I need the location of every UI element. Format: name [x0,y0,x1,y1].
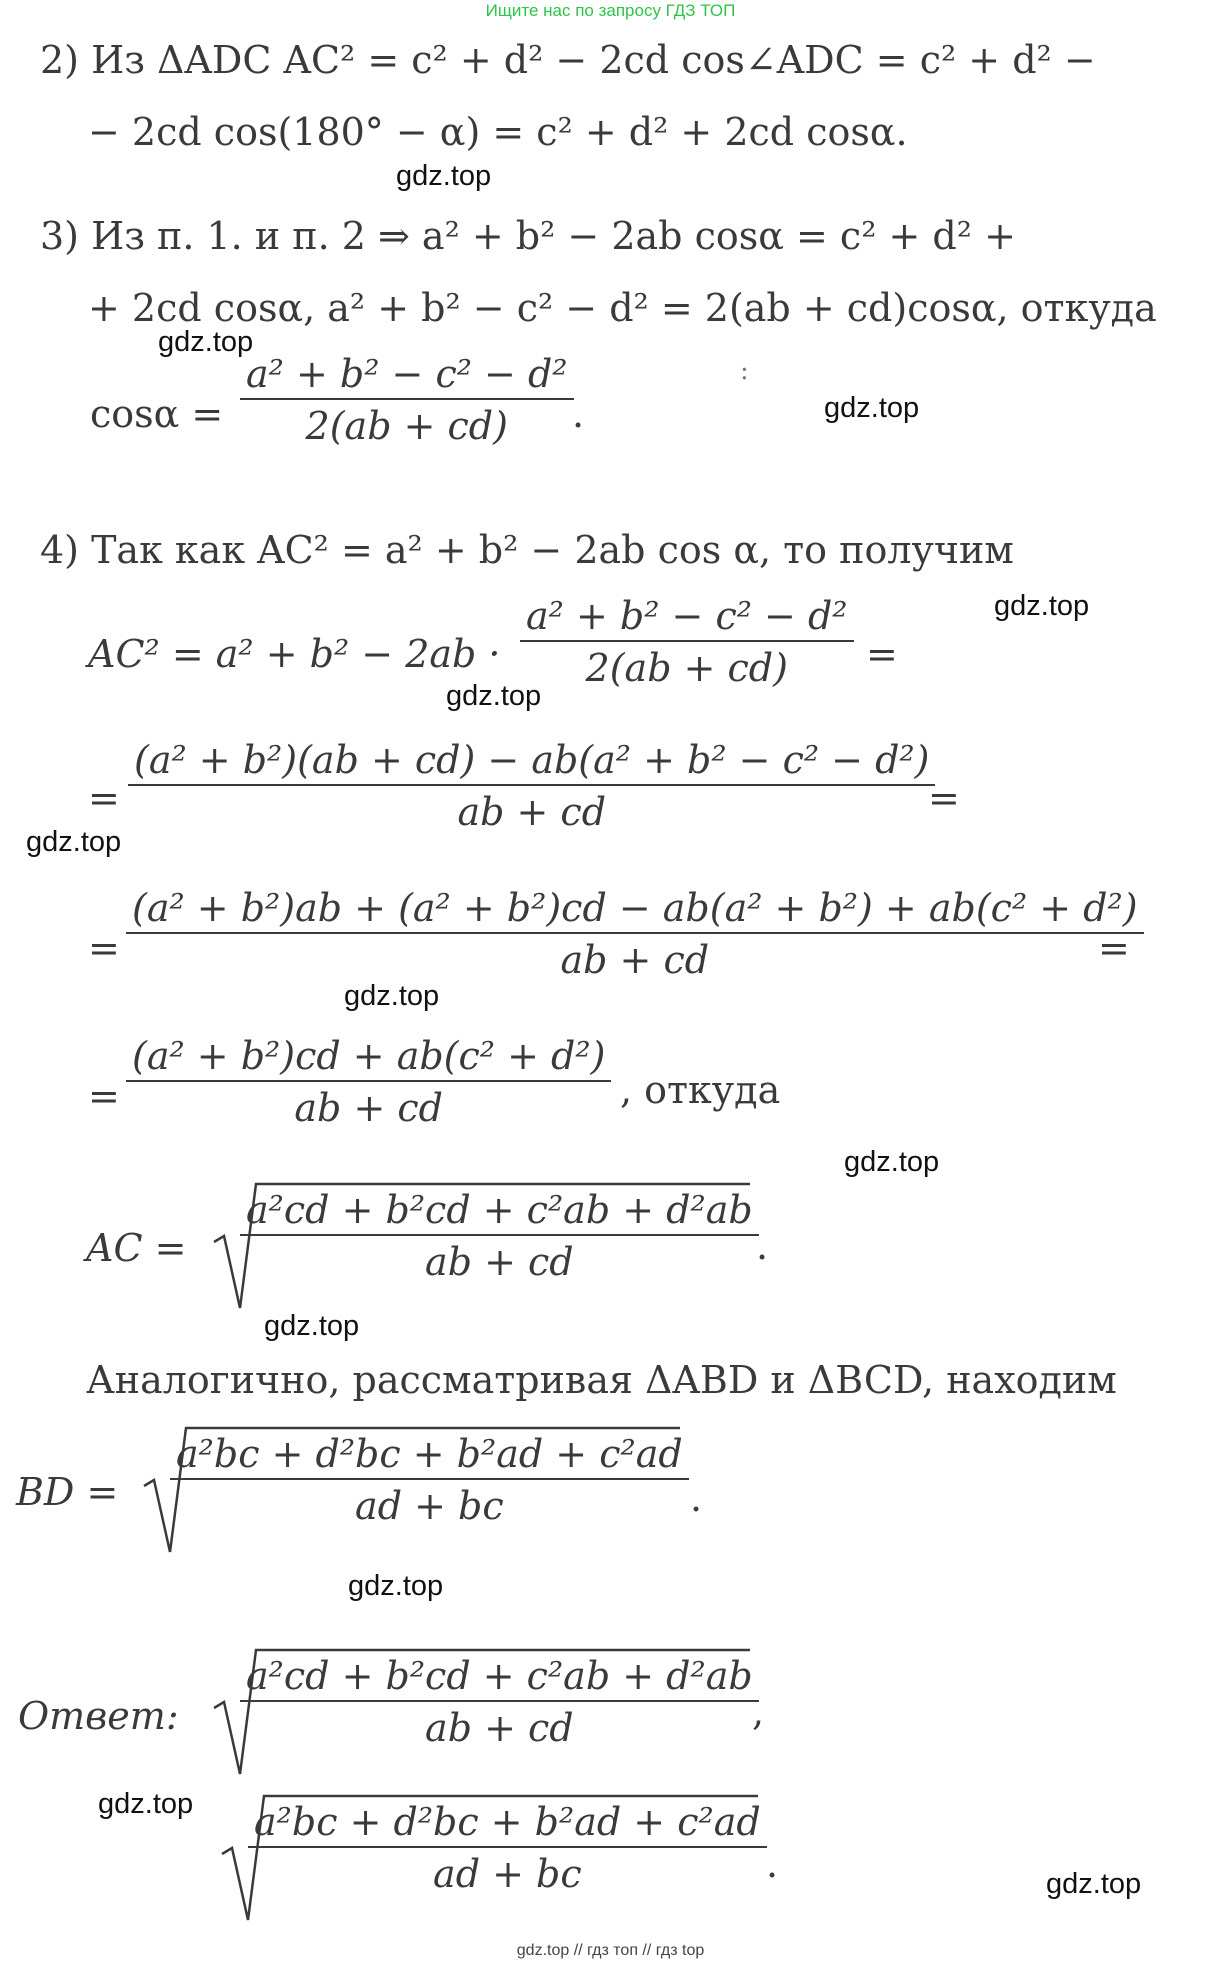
step3-line2: + 2cd cosα, a² + b² − c² − d² = 2(ab + cd)cosα, откуда [88,286,1157,330]
ac-fraction [240,1188,759,1284]
watermark: gdz.top [26,826,122,858]
answer-ac-sqrt [210,1646,760,1786]
answer-ac-fraction [240,1654,759,1750]
f4-fraction [126,1034,611,1130]
eq-2: = [88,776,120,820]
top-banner[interactable]: Ищите нас по запросу ГДЗ ТОП [485,1,736,20]
ac-lhs: AC = [86,1226,187,1270]
bd-sqrt [140,1424,703,1564]
answer-bd-denominator: ad + bc [248,1846,767,1896]
answer-bd-fraction [248,1800,767,1896]
bd-numerator: a²bc + d²bc + b²ad + c²ad [176,1432,683,1476]
ac-denominator: ab + cd [240,1234,759,1284]
scan-speck: : [740,356,749,386]
f2-numerator: (a² + b²)(ab + cd) − ab(a² + b² − c² − d²) [134,738,930,782]
cos-fraction [240,352,574,448]
ac-dot: . [756,1224,769,1268]
answer-dot: . [766,1842,779,1886]
ac-numerator: a²cd + b²cd + c²ab + d²ab [246,1188,753,1232]
bd-fraction [170,1432,689,1528]
answer-bd-numerator: a²bc + d²bc + b²ad + c²ad [254,1800,761,1844]
f1-fraction [520,594,854,690]
analog-text: Аналогично, рассматривая ΔABD и ΔBCD, находим [86,1358,1117,1402]
f2-denominator: ab + cd [128,784,935,834]
cos-numerator: a² + b² − c² − d² [246,352,568,396]
answer-comma: , [752,1690,765,1734]
eq-5: = [1098,926,1130,970]
step2-line2: − 2cd cos(180° − α) = c² + d² + 2cd cosα. [88,110,908,154]
watermark: gdz.top [844,1146,940,1178]
answer-ac-denominator: ab + cd [240,1700,759,1750]
f1-denominator: 2(ab + cd) [520,640,854,690]
eq-1: = [866,632,898,676]
watermark: gdz.top [446,680,542,712]
f1-numerator: a² + b² − c² − d² [526,594,848,638]
watermark: gdz.top [396,160,492,192]
step2-line1: 2) Из ΔADC AC² = c² + d² − 2cd cos∠ADC = c² + d² − [40,38,1096,82]
watermark: gdz.top [824,392,920,424]
bd-dot: . [690,1476,703,1520]
answer-ac-numerator: a²cd + b²cd + c²ab + d²ab [246,1654,753,1698]
watermark: gdz.top [1046,1868,1142,1900]
f4-denominator: ab + cd [126,1080,611,1130]
answer-bd-sqrt [218,1792,778,1932]
f3-denominator: ab + cd [126,932,1144,982]
bd-denominator: ad + bc [170,1478,689,1528]
f3-fraction [126,886,1144,982]
eq-4: = [88,926,120,970]
f3-numerator: (a² + b²)ab + (a² + b²)cd − ab(a² + b²) + ab(c² + d²) [132,886,1138,930]
footer-links[interactable]: gdz.top // гдз топ // гдз top [516,1942,705,1959]
eq-3: = [928,776,960,820]
cos-denominator: 2(ab + cd) [240,398,574,448]
eq-6: = [88,1074,120,1118]
step3-line1: 3) Из п. 1. и п. 2 ⇒ a² + b² − 2ab cosα = c² + d² + [40,214,1016,258]
step4-line1: 4) Так как AC² = a² + b² − 2ab cos α, то получим [40,528,1014,572]
cos-dot: . [572,392,585,436]
watermark: gdz.top [348,1570,444,1602]
ac2-lhs: AC² = a² + b² − 2ab · [88,632,501,676]
bd-lhs: BD = [16,1470,119,1514]
answer-label: Ответ: [18,1694,179,1738]
otkuda: , откуда [620,1068,781,1112]
watermark: gdz.top [98,1788,194,1820]
watermark: gdz.top [158,326,254,358]
watermark: gdz.top [344,980,440,1012]
watermark: gdz.top [264,1310,360,1342]
f4-numerator: (a² + b²)cd + ab(c² + d²) [132,1034,606,1078]
f2-fraction [128,738,935,834]
cos-lhs: cosα = [90,392,224,436]
watermark: gdz.top [994,590,1090,622]
ac-sqrt [210,1180,760,1320]
